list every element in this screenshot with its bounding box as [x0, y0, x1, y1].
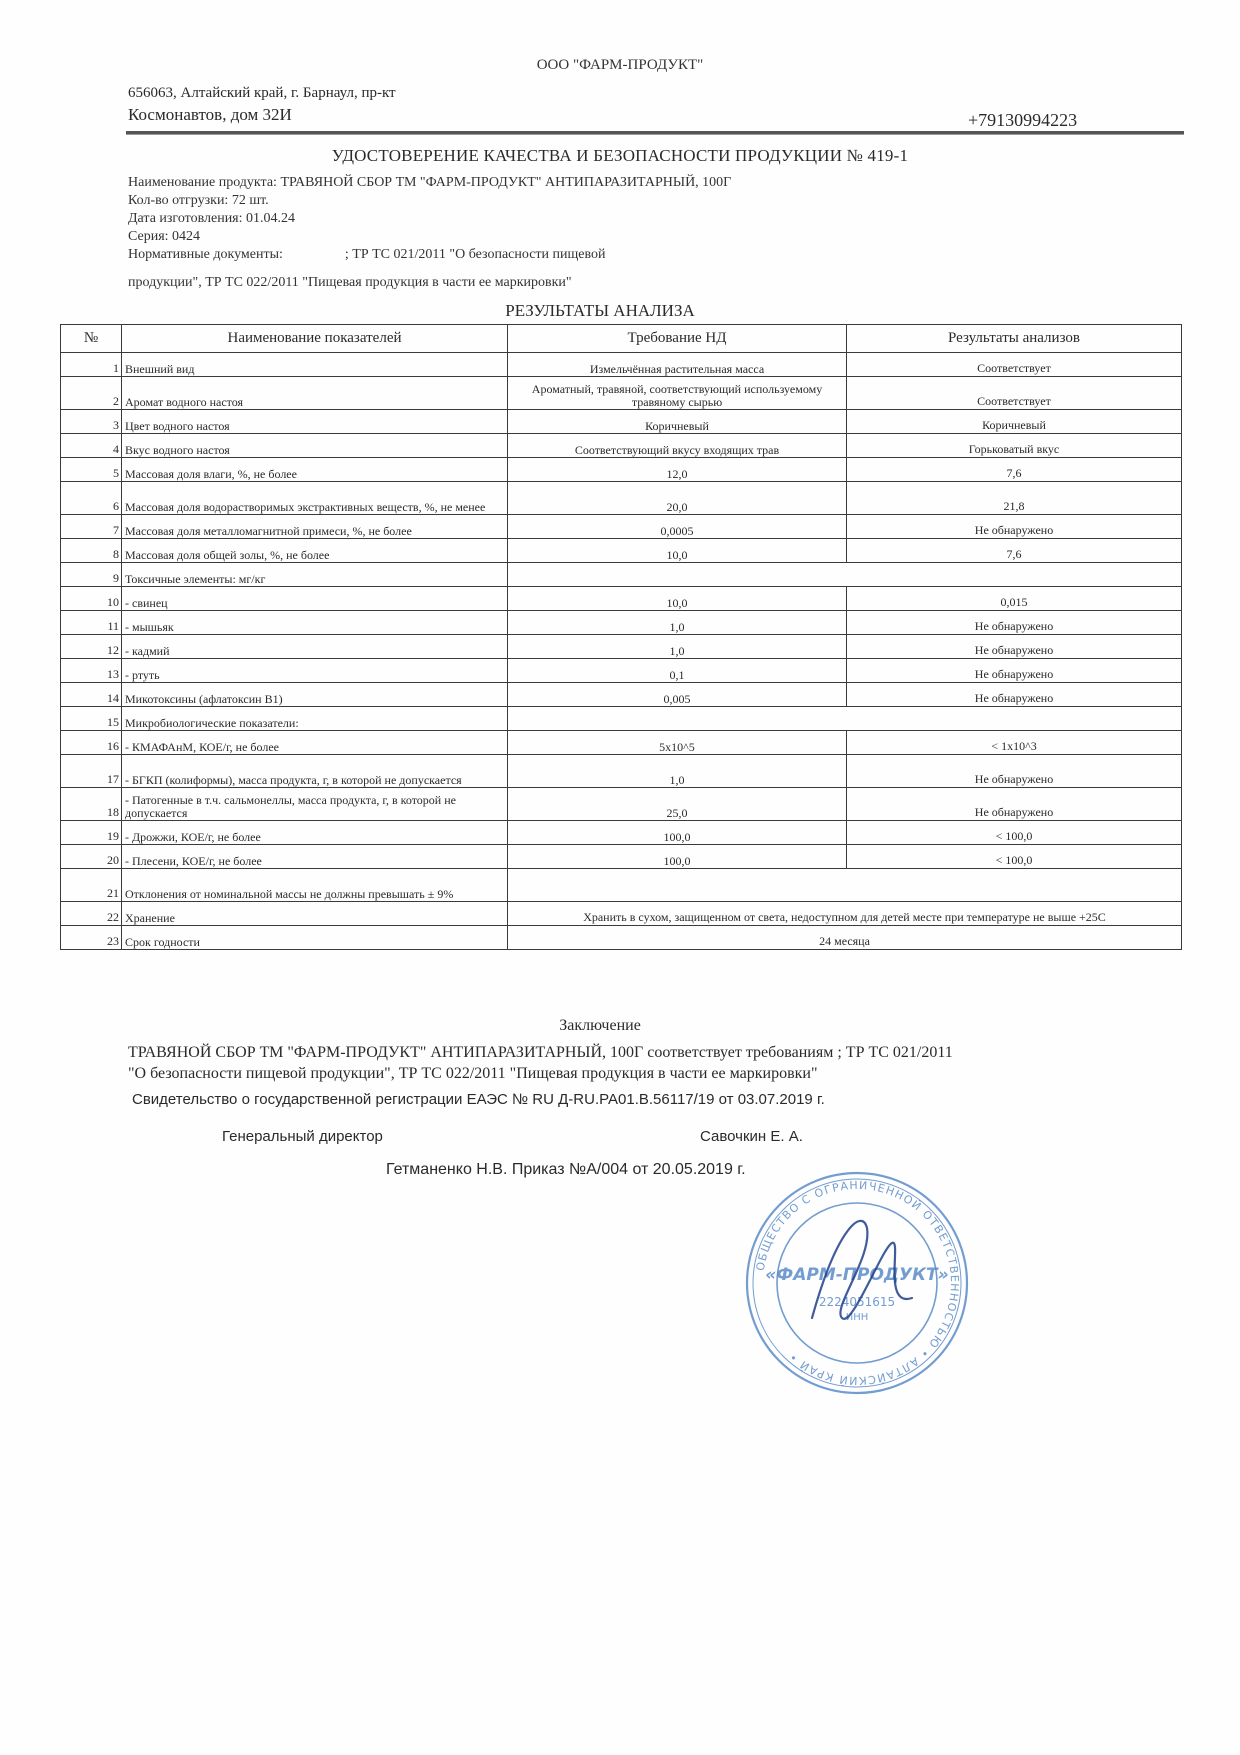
row-number: 17: [61, 755, 122, 788]
manufacture-date: Дата изготовления: 01.04.24: [128, 211, 296, 226]
requirement-value: 0,005: [508, 683, 847, 707]
row-number: 21: [61, 869, 122, 902]
document-title: УДОСТОВЕРЕНИЕ КАЧЕСТВА И БЕЗОПАСНОСТИ ПРОДУКЦИИ № 419-1: [331, 146, 909, 165]
product-name: Наименование продукта: ТРАВЯНОЙ СБОР ТМ "ФАРМ-ПРОДУКТ" АНТИПАРАЗИТАРНЫЙ, 100Г: [128, 175, 732, 190]
row-number: 6: [61, 482, 122, 515]
indicator-name: - ртуть: [122, 659, 508, 683]
requirement-value: 25,0: [508, 788, 847, 821]
normative-documents-cont: продукции", ТР ТС 022/2011 "Пищевая продукция в части ее маркировки": [128, 275, 572, 290]
row-number: 12: [61, 635, 122, 659]
requirement-value: 5x10^5: [508, 731, 847, 755]
stamp-center-text: «ФАРМ-ПРОДУКТ»: [765, 1265, 949, 1285]
result-value: Не обнаружено: [847, 755, 1182, 788]
shipment-quantity: Кол-во отгрузки: 72 шт.: [128, 193, 269, 208]
merged-value: Хранить в сухом, защищенном от света, недоступном для детей месте при температуре не выше +25С: [508, 902, 1182, 926]
conclusion-line-1: ТРАВЯНОЙ СБОР ТМ "ФАРМ-ПРОДУКТ" АНТИПАРАЗИТАРНЫЙ, 100Г соответствует требованиям ; ТР ТС 021/2011: [128, 1044, 953, 1061]
result-value: 21,8: [847, 482, 1182, 515]
result-value: 0,015: [847, 587, 1182, 611]
row-number: 20: [61, 845, 122, 869]
table-row: [61, 410, 1182, 434]
row-number: 2: [61, 377, 122, 410]
requirement-value: 0,1: [508, 659, 847, 683]
row-number: 3: [61, 410, 122, 434]
row-number: 1: [61, 353, 122, 377]
result-value: Соответствует: [847, 353, 1182, 377]
indicator-name: - кадмий: [122, 635, 508, 659]
indicator-name: - Патогенные в т.ч. сальмонеллы, масса продукта, г, в которой не допускается: [122, 788, 508, 821]
table-row: [61, 434, 1182, 458]
table-row: [61, 683, 1182, 707]
table-row: [61, 926, 1182, 950]
merged-value: 24 месяца: [508, 926, 1182, 950]
header-divider: [126, 131, 1184, 135]
header-num: №: [61, 325, 122, 353]
indicator-name: Массовая доля водорастворимых экстрактивных веществ, %, не менее: [122, 482, 508, 515]
row-number: 16: [61, 731, 122, 755]
normative-documents: [128, 247, 606, 263]
indicator-name: - свинец: [122, 587, 508, 611]
table-row: [61, 482, 1182, 515]
table-row: [61, 869, 1182, 902]
indicator-name: Хранение: [122, 902, 508, 926]
table-row: [61, 788, 1182, 821]
indicator-name: Срок годности: [122, 926, 508, 950]
row-number: 7: [61, 515, 122, 539]
normative-value: ; ТР ТС 021/2011 "О безопасности пищевой: [344, 247, 606, 262]
requirement-value: 20,0: [508, 482, 847, 515]
result-value: Коричневый: [847, 410, 1182, 434]
stamp-inn-number: 2224051615: [818, 1295, 896, 1309]
row-number: 11: [61, 611, 122, 635]
indicator-name: Аромат водного настоя: [122, 377, 508, 410]
indicator-name: Вкус водного настоя: [122, 434, 508, 458]
indicator-name: Массовая доля влаги, %, не более: [122, 458, 508, 482]
table-row: [61, 539, 1182, 563]
order-reference: Гетманенко Н.В. Приказ №А/004 от 20.05.2019 г.: [386, 1161, 746, 1178]
indicator-name: - Плесени, КОЕ/г, не более: [122, 845, 508, 869]
director-label: Генеральный директор: [222, 1128, 383, 1145]
series-number: Серия: 0424: [128, 229, 201, 244]
conclusion-line-2: "О безопасности пищевой продукции", ТР ТС 022/2011 "Пищевая продукция в части ее маркировки": [128, 1065, 818, 1082]
requirement-value: Соответствующий вкусу входящих трав: [508, 434, 847, 458]
indicator-name: Токсичные элементы: мг/кг: [122, 563, 508, 587]
result-value: Не обнаружено: [847, 659, 1182, 683]
indicator-name: Цвет водного настоя: [122, 410, 508, 434]
result-value: Не обнаружено: [847, 635, 1182, 659]
table-row: [61, 563, 1182, 587]
requirement-value: 100,0: [508, 845, 847, 869]
registration-certificate: Свидетельство о государственной регистрации ЕАЭС № RU Д-RU.PA01.В.56117/19 от 03.07.2019 г.: [132, 1091, 825, 1108]
results-body: [61, 353, 1182, 950]
table-row: [61, 587, 1182, 611]
row-number: 5: [61, 458, 122, 482]
row-number: 19: [61, 821, 122, 845]
row-number: 23: [61, 926, 122, 950]
row-number: 10: [61, 587, 122, 611]
requirement-value: 1,0: [508, 611, 847, 635]
table-row: [61, 635, 1182, 659]
table-row: [61, 821, 1182, 845]
director-name: Савочкин Е. А.: [700, 1128, 803, 1145]
phone-number: +79130994223: [968, 110, 1078, 130]
result-value: Не обнаружено: [847, 611, 1182, 635]
indicator-name: Микробиологические показатели:: [122, 707, 508, 731]
empty-cell: [508, 869, 1182, 902]
requirement-value: 100,0: [508, 821, 847, 845]
requirement-value: 12,0: [508, 458, 847, 482]
requirement-value: Измельчённая растительная масса: [508, 353, 847, 377]
row-number: 4: [61, 434, 122, 458]
requirement-value: 10,0: [508, 539, 847, 563]
header-requirement: Требование НД: [508, 325, 847, 353]
header-name: Наименование показателей: [122, 325, 508, 353]
row-number: 14: [61, 683, 122, 707]
row-number: 22: [61, 902, 122, 926]
table-row: [61, 731, 1182, 755]
result-value: Не обнаружено: [847, 788, 1182, 821]
row-number: 18: [61, 788, 122, 821]
table-row: [61, 515, 1182, 539]
indicator-name: Отклонения от номинальной массы не должны превышать ± 9%: [122, 869, 508, 902]
table-row: [61, 353, 1182, 377]
requirement-value: Коричневый: [508, 410, 847, 434]
result-value: < 100,0: [847, 821, 1182, 845]
table-row: [61, 902, 1182, 926]
table-row: [61, 458, 1182, 482]
company-name: ООО "ФАРМ-ПРОДУКТ": [536, 57, 704, 73]
stamp-outer-text: ОБЩЕСТВО С ОГРАНИЧЕННОЙ ОТВЕТСТВЕННОСТЬЮ • АЛТАЙСКИЙ КРАЙ •: [753, 1178, 962, 1388]
conclusion-text: [128, 1042, 1128, 1084]
table-row: [61, 611, 1182, 635]
result-value: Горьковатый вкус: [847, 434, 1182, 458]
row-number: 8: [61, 539, 122, 563]
requirement-value: 1,0: [508, 635, 847, 659]
requirement-value: 1,0: [508, 755, 847, 788]
address-line-1: 656063, Алтайский край, г. Барнаул, пр-кт: [128, 85, 396, 101]
indicator-name: Массовая доля общей золы, %, не более: [122, 539, 508, 563]
indicator-name: - БГКП (колиформы), масса продукта, г, в которой не допускается: [122, 755, 508, 788]
indicator-name: - Дрожжи, КОЕ/г, не более: [122, 821, 508, 845]
result-value: Соответствует: [847, 377, 1182, 410]
row-number: 15: [61, 707, 122, 731]
result-value: Не обнаружено: [847, 683, 1182, 707]
header-result: Результаты анализов: [847, 325, 1182, 353]
indicator-name: Внешний вид: [122, 353, 508, 377]
indicator-name: Микотоксины (афлатоксин В1): [122, 683, 508, 707]
table-row: [61, 707, 1182, 731]
results-table: [60, 324, 1182, 950]
indicator-name: - мышьяк: [122, 611, 508, 635]
indicator-name: - КМАФАнМ, КОЕ/г, не более: [122, 731, 508, 755]
result-value: Не обнаружено: [847, 515, 1182, 539]
table-row: [61, 659, 1182, 683]
result-value: < 1x10^3: [847, 731, 1182, 755]
row-number: 9: [61, 563, 122, 587]
requirement-value: Ароматный, травяной, соответствующий используемому травяному сырью: [508, 377, 847, 410]
address-line-2: Космонавтов, дом 32И: [128, 105, 292, 124]
stamp-inn-label: ИНН: [845, 1312, 869, 1323]
indicator-name: Массовая доля металломагнитной примеси, %, не более: [122, 515, 508, 539]
table-row: [61, 845, 1182, 869]
results-heading: РЕЗУЛЬТАТЫ АНАЛИЗА: [505, 301, 695, 320]
empty-cell: [508, 707, 1182, 731]
result-value: < 100,0: [847, 845, 1182, 869]
row-number: 13: [61, 659, 122, 683]
result-value: 7,6: [847, 539, 1182, 563]
company-stamp: [742, 1168, 972, 1398]
table-row: [61, 755, 1182, 788]
normative-label: Нормативные документы:: [128, 247, 283, 262]
requirement-value: 10,0: [508, 587, 847, 611]
conclusion-heading: Заключение: [559, 1017, 641, 1034]
requirement-value: 0,0005: [508, 515, 847, 539]
result-value: 7,6: [847, 458, 1182, 482]
table-row: [61, 377, 1182, 410]
empty-cell: [508, 563, 1182, 587]
table-header-row: [61, 325, 1182, 353]
